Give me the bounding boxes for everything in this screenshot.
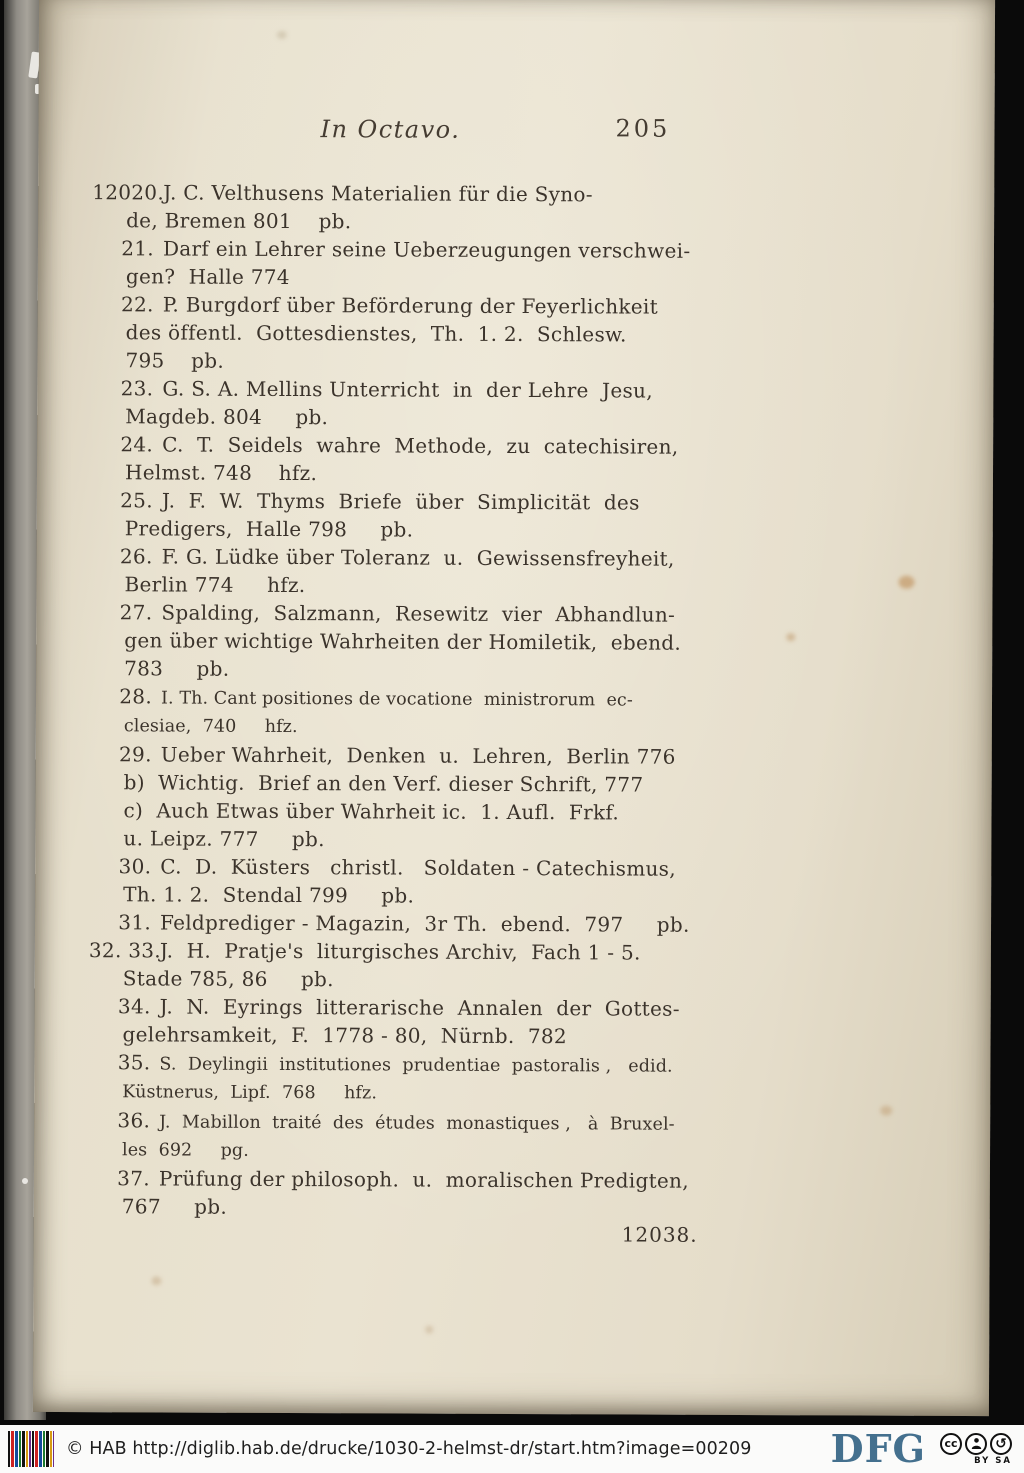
- entry-continuation-line: Stade 785, 86 pb.: [122, 966, 334, 992]
- entry-number: 28.: [119, 684, 153, 709]
- entry-text: P. Burgdorf über Beförderung der Feyerlichkeit: [162, 292, 659, 319]
- person-icon: [965, 1433, 987, 1455]
- catalog-entry: [89, 936, 729, 995]
- viewer-footer: [0, 1425, 1024, 1473]
- catalog-entry: [90, 542, 730, 601]
- stain: [277, 31, 287, 39]
- catalog-entry: [89, 908, 729, 939]
- entry-number: 31.: [118, 910, 152, 935]
- catalog-entry: [90, 598, 730, 685]
- catalog-entry: [91, 486, 731, 545]
- entry-continuation-line: Magdeb. 804 pb.: [125, 404, 329, 430]
- entry-text: J. F. W. Thyms Briefe über Simplicität des: [161, 488, 640, 515]
- entry-number: 37.: [117, 1166, 150, 1191]
- catalog-entry: [88, 1106, 728, 1167]
- catalog-entry: [89, 740, 729, 855]
- entry-text: F. G. Lüdke über Toleranz u. Gewissensfreyheit,: [161, 544, 675, 571]
- entry-text: C. D. Küsters christl. Soldaten - Catechismus,: [160, 854, 676, 881]
- source-url-link[interactable]: © HAB http://diglib.hab.de/drucke/1030-2-helmst-dr/start.htm?image=00209: [66, 1439, 752, 1459]
- catalog-entry: [88, 992, 728, 1051]
- entry-first-line: [90, 682, 730, 715]
- entry-continuation-line: 767 pb.: [121, 1194, 228, 1219]
- catchword: 12038.: [621, 1222, 698, 1247]
- cc-license-badge[interactable]: [940, 1433, 1012, 1466]
- share-alike-icon: ↺: [990, 1433, 1012, 1455]
- entry-list: [88, 178, 733, 1223]
- paper-speck: [22, 1178, 28, 1184]
- dfg-logo[interactable]: DFG: [830, 1426, 926, 1471]
- barcode-icon: [8, 1431, 54, 1467]
- catalog-entry: [91, 374, 731, 433]
- entry-number: 25.: [120, 488, 153, 513]
- entry-text: Prüfung der philosoph. u. moralischen Predigten,: [158, 1166, 689, 1193]
- entry-continuation-line: Th. 1. 2. Stendal 799 pb.: [123, 882, 415, 908]
- entry-number: 26.: [119, 544, 153, 569]
- entry-continuation-line: 783 pb.: [124, 656, 230, 681]
- entry-first-line: [92, 178, 732, 209]
- entry-first-line: [88, 1106, 728, 1139]
- stain: [880, 1106, 892, 1116]
- entry-continuation-line: c) Auch Etwas über Wahrheit ic. 1. Aufl. Frkf.: [123, 798, 620, 825]
- entry-continuation-line: clesiae, 740 hfz.: [123, 716, 298, 738]
- entry-text: I. Th. Cant positiones de vocatione ministrorum ec-: [160, 688, 633, 711]
- entry-continuation-line: b) Wichtig. Brief an den Verf. dieser Schrift, 777: [123, 770, 644, 797]
- entry-text: Ueber Wahrheit, Denken u. Lehren, Berlin 776: [160, 742, 676, 769]
- cc-icon: cc: [940, 1433, 962, 1455]
- entry-continuation-line: de, Bremen 801 pb.: [126, 208, 352, 234]
- entry-text: J. Mabillon traité des études monastiques , à Bruxel-: [159, 1112, 675, 1135]
- entry-first-line: [91, 374, 731, 405]
- catalog-entry: [90, 682, 730, 743]
- entry-number: 30.: [118, 854, 152, 879]
- entry-first-line: [89, 992, 729, 1023]
- catalog-entry: [88, 1048, 728, 1109]
- entry-first-line: [90, 740, 730, 771]
- entry-continuation-line: gelehrsamkeit, F. 1778 - 80, Nürnb. 782: [122, 1022, 568, 1049]
- entry-first-line: [91, 542, 731, 573]
- entry-continuation-line: les 692 pg.: [122, 1140, 249, 1161]
- catalog-entry: [88, 1164, 728, 1223]
- entry-text: J. H. Pratje's liturgisches Archiv, Fach 1 - 5.: [159, 938, 641, 965]
- entry-text: Feldprediger - Magazin, 3r Th. ebend. 797 pb.: [159, 910, 690, 937]
- catalog-entry: [91, 290, 731, 377]
- page-number: 205: [615, 114, 671, 143]
- stain: [899, 576, 915, 589]
- entry-continuation-line: gen? Halle 774: [125, 264, 290, 290]
- catalog-entry: [91, 430, 731, 489]
- entry-first-line: [89, 852, 729, 883]
- entry-first-line: [90, 598, 730, 629]
- entry-number: 35.: [117, 1050, 151, 1075]
- entry-first-line: [92, 290, 732, 321]
- entry-number: 22.: [120, 292, 154, 317]
- entry-number: 12020.: [92, 180, 165, 205]
- stain: [786, 633, 795, 641]
- entry-number: 29.: [119, 742, 152, 767]
- entry-number: 23.: [120, 376, 154, 401]
- entry-first-line: [91, 486, 731, 517]
- entry-first-line: [89, 908, 729, 939]
- entry-first-line: [88, 1048, 728, 1081]
- license-label: BY SA: [974, 1455, 1012, 1466]
- entry-continuation-line: Berlin 774 hfz.: [124, 572, 306, 598]
- entry-number: 34.: [117, 994, 151, 1019]
- entry-first-line: [89, 936, 729, 967]
- entry-continuation-line: Predigers, Halle 798 pb.: [124, 516, 414, 542]
- catalog-entry: [92, 234, 732, 293]
- entry-text: Darf ein Lehrer seine Ueberzeugungen verschwei-: [162, 236, 691, 263]
- entry-text: J. N. Eyrings litterarische Annalen der Gottes-: [159, 994, 680, 1021]
- entry-number: 27.: [119, 600, 153, 625]
- catalog-entry: [89, 852, 729, 911]
- entry-text: J. C. Velthusens Materialien für die Syno-: [163, 180, 593, 207]
- entry-number: 24.: [120, 432, 154, 457]
- entry-number: 36.: [117, 1108, 151, 1133]
- entry-text: C. T. Seidels wahre Methode, zu catechisiren,: [162, 432, 679, 459]
- entry-first-line: [91, 430, 731, 461]
- entry-text: Spalding, Salzmann, Resewitz vier Abhandlun-: [161, 600, 676, 627]
- stain: [425, 1326, 433, 1334]
- entry-number: 32. 33.: [88, 938, 162, 963]
- entry-number: 21.: [121, 236, 155, 261]
- entry-continuation-line: Helmst. 748 hfz.: [124, 460, 318, 486]
- entry-continuation-line: u. Leipz. 777 pb.: [123, 826, 325, 852]
- stain: [151, 1276, 161, 1285]
- scanned-page: [33, 0, 995, 1416]
- page-header-title: In Octavo.: [320, 115, 461, 144]
- entry-first-line: [88, 1164, 728, 1195]
- catalog-entry: [92, 178, 732, 237]
- entry-text: G. S. A. Mellins Unterricht in der Lehre Jesu,: [162, 376, 653, 403]
- entry-continuation-line: gen über wichtige Wahrheiten der Homiletik, ebend.: [124, 628, 682, 655]
- entry-continuation-line: Küstnerus, Lipf. 768 hfz.: [122, 1082, 378, 1104]
- entry-continuation-line: 795 pb.: [125, 348, 225, 373]
- entry-text: S. Deylingii institutiones prudentiae pastoralis , edid.: [159, 1054, 673, 1077]
- entry-continuation-line: des öffentl. Gottesdienstes, Th. 1. 2. Schlesw.: [125, 320, 627, 347]
- entry-first-line: [92, 234, 732, 265]
